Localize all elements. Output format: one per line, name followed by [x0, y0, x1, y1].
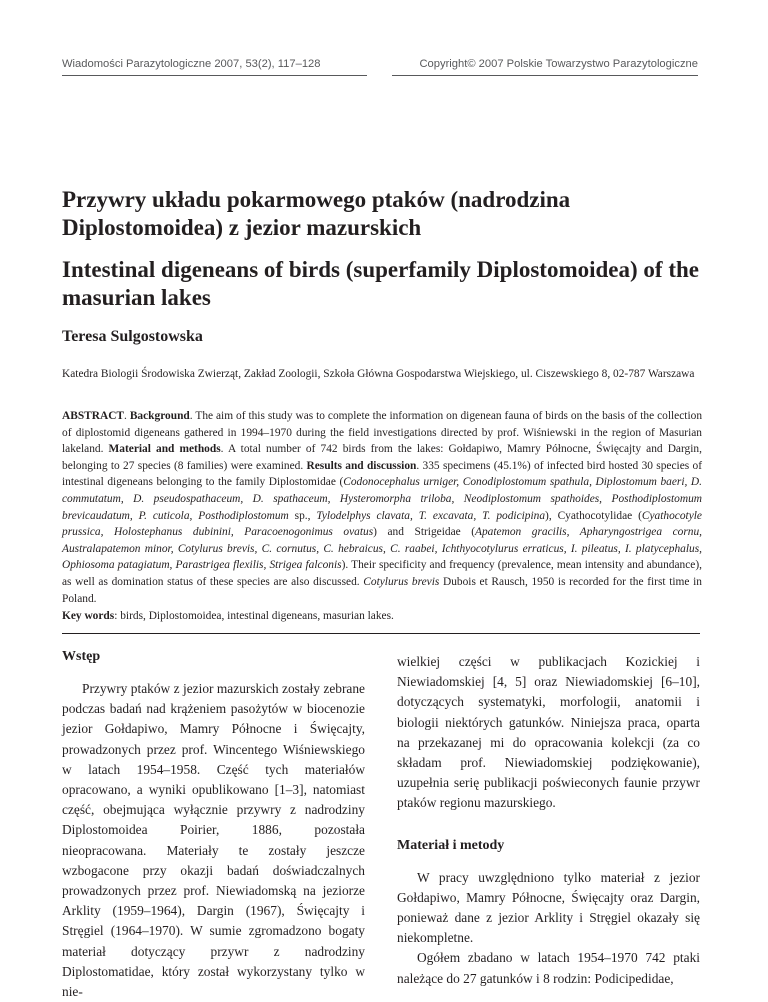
- diplostomidae-species-2: Tylodelphys clavata, T. excavata, T. podicipina: [316, 509, 546, 522]
- methods-text: A total number of 742 birds from the lakes: Gołdapiwo, Mamry Północne, Święcajty and Dargin, belonging to 27 species (8 families) were examined.: [62, 443, 702, 472]
- page-header: [62, 58, 698, 78]
- section-heading-introduction: Wstęp: [62, 649, 101, 664]
- introduction-continued: wielkiej części w publikacjach Kozickiej i Niewiadomskiej [4, 5] oraz Niewiadomskiej [6–10], dotyczących systematyki, morfologii, anatomii i biologii niektórych gatunków. Niniejsza praca, oparta na przekazanej mi do opracowania kolekcji (za co składam prof. Niewiadomskiej podziękowanie), uzupełnia serię publikacji poświeconych faunie przywr ptaków regionu mazurskiego.: [397, 654, 700, 811]
- methods-paragraph-2: Ogółem zbadano w latach 1954–1970 742 ptaki należące do 27 gatunków i 8 rodzin: Podicipedidae,: [397, 950, 700, 986]
- introduction-paragraph: Przywry ptaków z jezior mazurskich zostały zebrane podczas badań nad krążeniem pasożytów w biocenozie jezior Gołdapiwo, Mamry Północne i Święcajty, prowadzonych przez prof. Wincentego Wiśniewskiego w latach 1954–1958. Część tych materiałów opracowano, a wyniki opublikowano [1–3], natomiast część, obejmująca wyłącznie przywry z nadrodziny Diplostomoidea Poirier, 1886, pozostała nieopracowana. Materiały te zostały jeszcze wzbogacone przy okazji badań doświadczalnych prowadzonych przez prof. Niewiadomską na jeziorze Arklity (1959–1964), Dargin (1967), Święcajty i Stręgiel (1964–1970). W sumie zgromadzono bogaty materiał dotyczący przywr z nadrodziny Diplostomatidae, który został wykorzystany tylko w nie-: [62, 681, 365, 1000]
- section-heading-methods: Materiał i metody: [397, 837, 505, 853]
- results-text-2: ), Cyathocotylidae (: [545, 509, 642, 522]
- author-affiliation: Katedra Biologii Środowiska Zwierząt, Zakład Zoologii, Szkoła Główna Gospodarstwa Wiejskiego, ul. Ciszewskiego 8, 02-787 Warszawa: [62, 368, 695, 380]
- strigeidae-species: Apatemon gracilis, Apharyngostrigea cornu, Australapatemon minor, Cotylurus brevis, C. cornutus, C. hebraicus, C. raabei, Ichthyocotylurus erraticus, I. pileatus, I. platycephalus, Ophiosoma patagiatum, Parastrigea flexilis, Strigea falconis: [62, 526, 703, 572]
- results-text-1: 335 specimens (45.1%) of infected bird hosted 30 species of intestinal digeneans belonging to the family Diplostomidae (: [62, 459, 702, 489]
- right-column: [397, 652, 700, 989]
- keywords-label: Key words: [62, 610, 115, 622]
- results-text-3: ) and Strigeidae (: [373, 526, 476, 539]
- abstract-label: ABSTRACT: [62, 410, 125, 422]
- background-label: Background: [129, 410, 190, 422]
- copyright-notice: Copyright© 2007 Polskie Towarzystwo Parazytologiczne: [419, 58, 698, 70]
- title-english: Intestinal digeneans of birds (superfamily Diplostomoidea) of the masurian lakes: [62, 257, 699, 310]
- results-text-4: ). Their specificity and frequency (prevalence, mean intensity and abundance), as well as domination status of these species are also discussed.: [62, 559, 702, 588]
- author-name: Teresa Sulgostowska: [62, 328, 203, 345]
- methods-paragraph-1: W pracy uwzględniono tylko materiał z jezior Gołdapiwo, Mamry Północne, Święcajty oraz Dargin, ponieważ dane z jezior Arklity i Stręgiel okazały się niekompletne.: [397, 869, 700, 946]
- journal-citation: Wiadomości Parazytologiczne 2007, 53(2), 117–128: [62, 58, 321, 70]
- cyathocotylidae-species: Cyathocotyle prussica, Holostephanus dubinini, Paracoenogonimus ovatus: [62, 509, 702, 539]
- sp-abbrev: sp.,: [288, 509, 317, 522]
- keywords-rule: [62, 633, 700, 634]
- background-text: The aim of this study was to complete the information on digenean fauna of birds on the basis of the collection of diplostomid digeneans gathered in 1994–1970 during the field investigations directed by prof. Wiśniewski in the region of Masurian lakeland.: [62, 410, 703, 456]
- keywords: [62, 610, 702, 622]
- header-rule-left: [62, 75, 367, 76]
- left-column: [62, 647, 365, 1002]
- abstract: ABSTRACT. Background. The aim of this study was to complete the information on digenean fauna of birds on the basis of the collection of diplostomid digeneans gathered in 1994–1970 during the field investigations directed by prof. Wiśniewski in the region of Masurian lakeland. Material and methods. A total number of 742 birds from the lakes: Gołdapiwo, Mamry Północne, Święcajty and Dargin, belonging to 27 species (8 families) were examined. Results and discussion. 335 specimens (45.1%) of infected bird hosted 30 species of intestinal digeneans belonging to the family Diplostomidae (Codonocephalus urniger, Conodiplostomum spathula, Diplostomum baeri, D. commutatum, D. pseudospathaceum, D. spathaceum, Hysteromorpha triloba, Neodiplostomum spathoides, Posthodiplostomum brevicaudatum, P. cuticola, Posthodiplostomum sp., Tylodelphys clavata, T. excavata, T. podicipina), Cyathocotylidae (Cyathocotyle prussica, Holostephanus dubinini, Paracoenogonimus ovatus) and Strigeidae (Apatemon gracilis, Apharyngostrigea cornu, Australapatemon minor, Cotylurus brevis, C. cornutus, C. hebraicus, C. raabei, Ichthyocotylurus erraticus, I. pileatus, I. platycephalus, Ophiosoma patagiatum, Parastrigea flexilis, Strigea falconis). Their specificity and frequency (prevalence, mean intensity and abundance), as well as domination status of these species are also discussed. Cotylurus brevis Dubois et Rausch, 1950 is recorded for the first time in Poland.: [62, 410, 703, 605]
- header-rule-right: [392, 75, 698, 76]
- cotylurus-species: Cotylurus brevis: [363, 575, 440, 588]
- results-label: Results and discussion: [306, 459, 417, 472]
- title-polish: Przywry układu pokarmowego ptaków (nadrodzina Diplostomoidea) z jezior mazurskich: [62, 187, 571, 240]
- results-text-5: Dubois et Rausch, 1950 is recorded for the first time in Poland.: [62, 575, 702, 605]
- methods-label: Material and methods: [108, 443, 221, 456]
- keywords-text: : birds, Diplostomoidea, intestinal digeneans, masurian lakes.: [114, 610, 394, 622]
- diplostomidae-species: Codonocephalus urniger, Conodiplostomum spathula, Diplostomum baeri, D. commutatum, D. pseudospathaceum, D. spathaceum, Hysteromorpha triloba, Neodiplostomum spathoides, Posthodiplostomum brevicaudatum, P. cuticola, Posthodiplostomum: [62, 476, 702, 522]
